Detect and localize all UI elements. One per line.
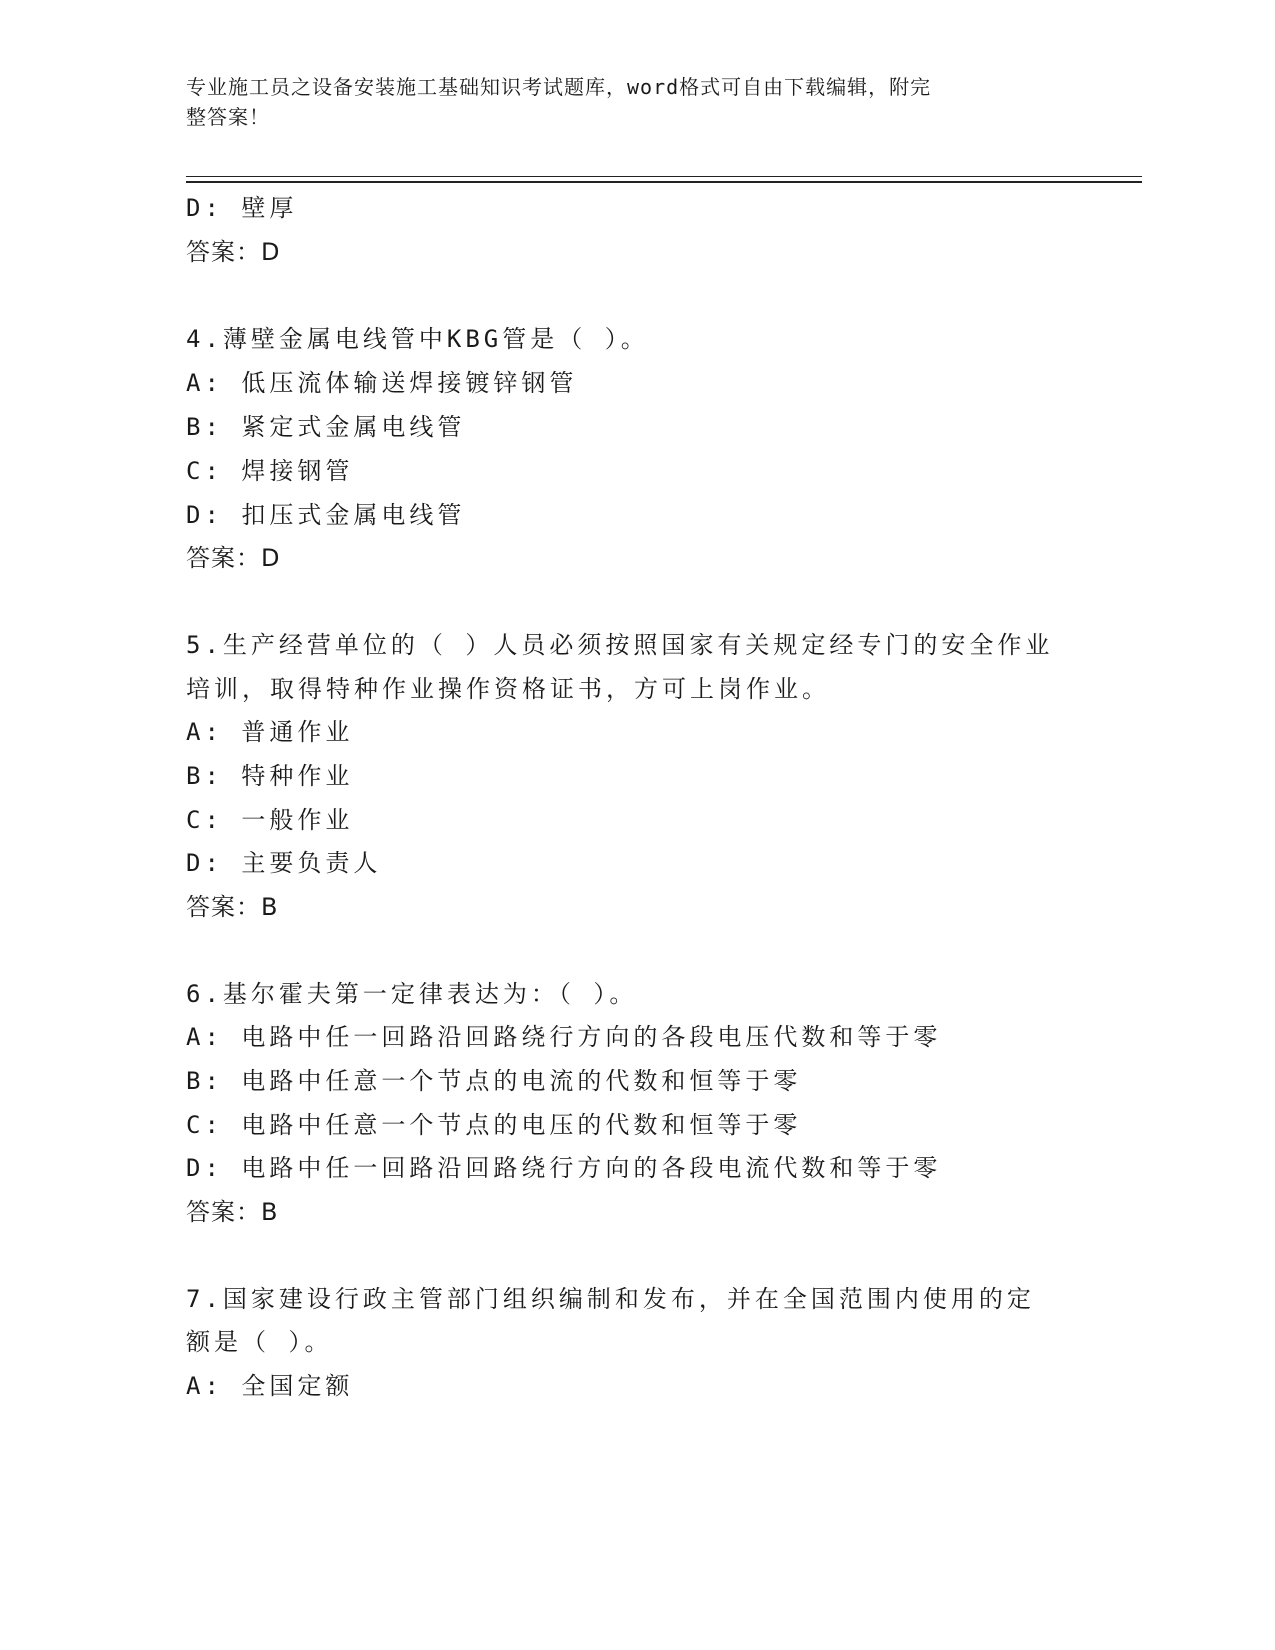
q6-option-b: B: 电路中任意一个节点的电流的代数和恒等于零 <box>186 1067 802 1095</box>
document-header <box>186 72 1066 132</box>
q4-answer: 答案：D <box>186 544 281 572</box>
q6-answer: 答案：B <box>186 1198 279 1226</box>
q6-option-c: C: 电路中任意一个节点的电压的代数和恒等于零 <box>186 1111 802 1139</box>
header-line-2: 整答案！ <box>186 105 270 129</box>
q4-option-d: D: 扣压式金属电线管 <box>186 501 466 529</box>
q5-option-c: C: 一般作业 <box>186 806 354 834</box>
q5-answer: 答案：B <box>186 893 279 921</box>
q6-option-a: A: 电路中任一回路沿回路绕行方向的各段电压代数和等于零 <box>186 1023 942 1051</box>
q5-stem-line-1: 5.生产经营单位的（ ）人员必须按照国家有关规定经专门的安全作业 <box>186 631 1054 659</box>
q6-option-d: D: 电路中任一回路沿回路绕行方向的各段电流代数和等于零 <box>186 1154 942 1182</box>
q4-stem: 4.薄壁金属电线管中KBG管是（ ）。 <box>186 325 649 353</box>
header-divider-thin <box>186 176 1142 177</box>
q7-stem-line-1: 7.国家建设行政主管部门组织编制和发布，并在全国范围内使用的定 <box>186 1285 1035 1313</box>
q4-option-b: B: 紧定式金属电线管 <box>186 413 466 441</box>
prev-answer: 答案：D <box>186 238 281 266</box>
q5-option-b: B: 特种作业 <box>186 762 354 790</box>
header-divider-thick <box>186 181 1142 183</box>
q4-option-c: C: 焊接钢管 <box>186 457 354 485</box>
q6-stem: 6.基尔霍夫第一定律表达为：（ ）。 <box>186 980 638 1008</box>
q7-option-a: A: 全国定额 <box>186 1372 354 1400</box>
q7-stem-line-2: 额是（ ）。 <box>186 1328 333 1356</box>
q5-stem-line-2: 培训，取得特种作业操作资格证书，方可上岗作业。 <box>186 675 830 703</box>
q5-option-d: D: 主要负责人 <box>186 849 382 877</box>
q4-option-a: A: 低压流体输送焊接镀锌钢管 <box>186 369 578 397</box>
header-line-1: 专业施工员之设备安装施工基础知识考试题库，word格式可自由下载编辑，附完 <box>186 75 932 99</box>
q5-option-a: A: 普通作业 <box>186 718 354 746</box>
prev-option-d: D: 壁厚 <box>186 194 298 222</box>
